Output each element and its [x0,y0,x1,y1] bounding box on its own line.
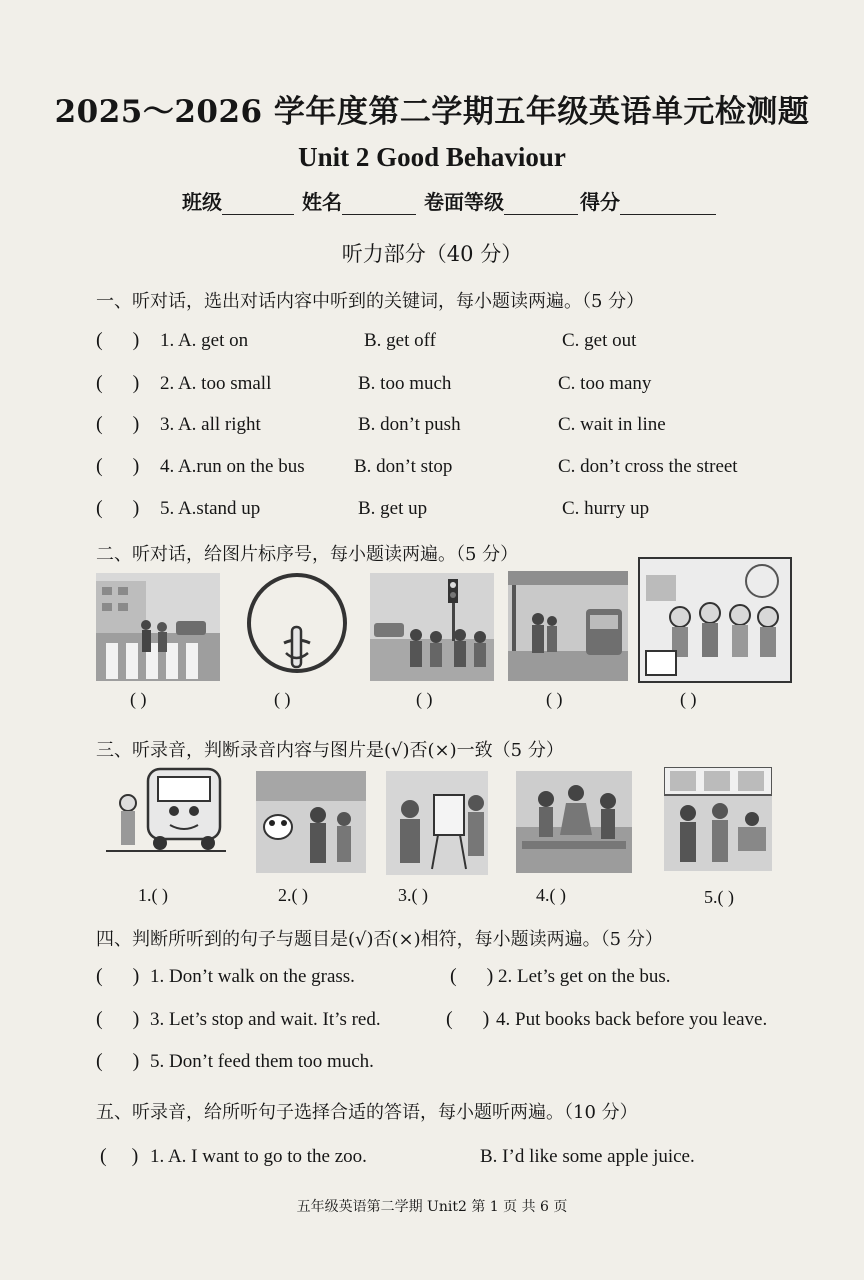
name-field [302,186,416,215]
option-b: B. don’t push [358,414,461,435]
picture-caption[interactable]: ( ) [546,689,563,709]
page-footer: 五年级英语第二学期 Unit2 第 1 页 共 6 页 [296,1199,568,1215]
answer-blank[interactable]: ( ) [100,1145,139,1167]
zoo-panda-picture [256,771,366,873]
answer-blank[interactable]: ( ) [446,1008,490,1030]
answer-blank[interactable]: ( ) [96,372,140,394]
answer-blank[interactable]: ( ) [96,1008,140,1030]
option-c: C. hurry up [562,498,650,519]
picture-caption[interactable]: ( ) [680,689,697,709]
part2-heading: 二、听对话，给图片标序号，每小题读两遍。（5 分） [96,544,519,565]
bus-passengers-picture [664,767,772,871]
option-a: 1. A. get on [160,330,249,351]
statement: 2. Let’s get on the bus. [498,966,671,987]
name-blank[interactable] [342,192,416,215]
answer-blank[interactable]: ( ) [96,965,140,987]
name-label: 姓名 [302,190,342,214]
bus-stop-picture [508,571,628,681]
option-c: C. don’t cross the street [558,456,738,477]
option-c: C. too many [558,373,652,394]
picture-caption[interactable]: ( ) [274,689,291,709]
option-a: 2. A. too small [160,373,272,394]
part3-heading: 三、听录音，判断录音内容与图片是(√)否(×)一致（5 分） [96,740,564,761]
picture-caption[interactable]: ( ) [130,689,147,709]
statement: 5. Don’t feed them too much. [150,1051,374,1072]
statement: 3. Let’s stop and wait. It’s red. [150,1009,381,1030]
dance-stage-picture [516,771,632,873]
crosswalk-scene-picture [96,573,220,681]
class-blank[interactable] [222,192,294,215]
score-blank[interactable] [620,192,716,215]
picture-caption[interactable]: 5.( ) [704,887,734,907]
painting-easel-picture [386,771,488,875]
part5-heading: 五、听录音，给所听句子选择合适的答语，每小题听两遍。（10 分） [96,1102,638,1123]
neatness-field [424,186,578,215]
park-children-picture [638,557,792,683]
neatness-label: 卷面等级 [424,190,504,214]
traffic-light-picture [370,573,494,681]
neatness-blank[interactable] [504,192,578,215]
unit-subtitle: Unit 2 Good Behaviour [298,142,566,172]
answer-blank[interactable]: ( ) [450,965,494,987]
score-label: 得分 [580,190,620,214]
picture-caption[interactable]: 2.( ) [278,885,308,905]
bus-cartoon-picture [106,763,232,857]
option-c: C. get out [562,330,637,351]
option-a: 4. A.run on the bus [160,456,305,477]
option-b: B. get up [358,498,428,519]
class-field [182,186,294,215]
option-b: B. don’t stop [354,456,453,477]
class-label: 班级 [182,190,222,214]
page-title: 2025～2026 学年度第二学期五年级英语单元检测题 [54,94,810,130]
option-c: C. wait in line [558,414,666,435]
listening-section-title: 听力部分（40 分） [341,242,523,266]
picture-caption[interactable]: 4.( ) [536,885,566,905]
quiet-face-picture [244,569,350,677]
option-a: 1. A. I want to go to the zoo. [150,1146,367,1167]
part1-heading: 一、听对话，选出对话内容中听到的关键词，每小题读两遍。（5 分） [96,291,645,312]
answer-blank[interactable]: ( ) [96,497,140,519]
option-b: B. I’d like some apple juice. [480,1146,695,1167]
picture-caption[interactable]: 1.( ) [138,885,168,905]
answer-blank[interactable]: ( ) [96,455,140,477]
answer-blank[interactable]: ( ) [96,1050,140,1072]
option-b: B. too much [358,373,452,394]
part4-heading: 四、判断所听到的句子与题目是(√)否(×)相符，每小题读两遍。（5 分） [96,929,663,950]
option-b: B. get off [364,330,436,351]
score-field [580,186,716,215]
option-a: 3. A. all right [160,414,261,435]
picture-caption[interactable]: 3.( ) [398,885,428,905]
answer-blank[interactable]: ( ) [96,329,140,351]
option-a: 5. A.stand up [160,498,261,519]
statement: 1. Don’t walk on the grass. [150,966,355,987]
statement: 4. Put books back before you leave. [496,1009,768,1030]
answer-blank[interactable]: ( ) [96,413,140,435]
picture-caption[interactable]: ( ) [416,689,433,709]
